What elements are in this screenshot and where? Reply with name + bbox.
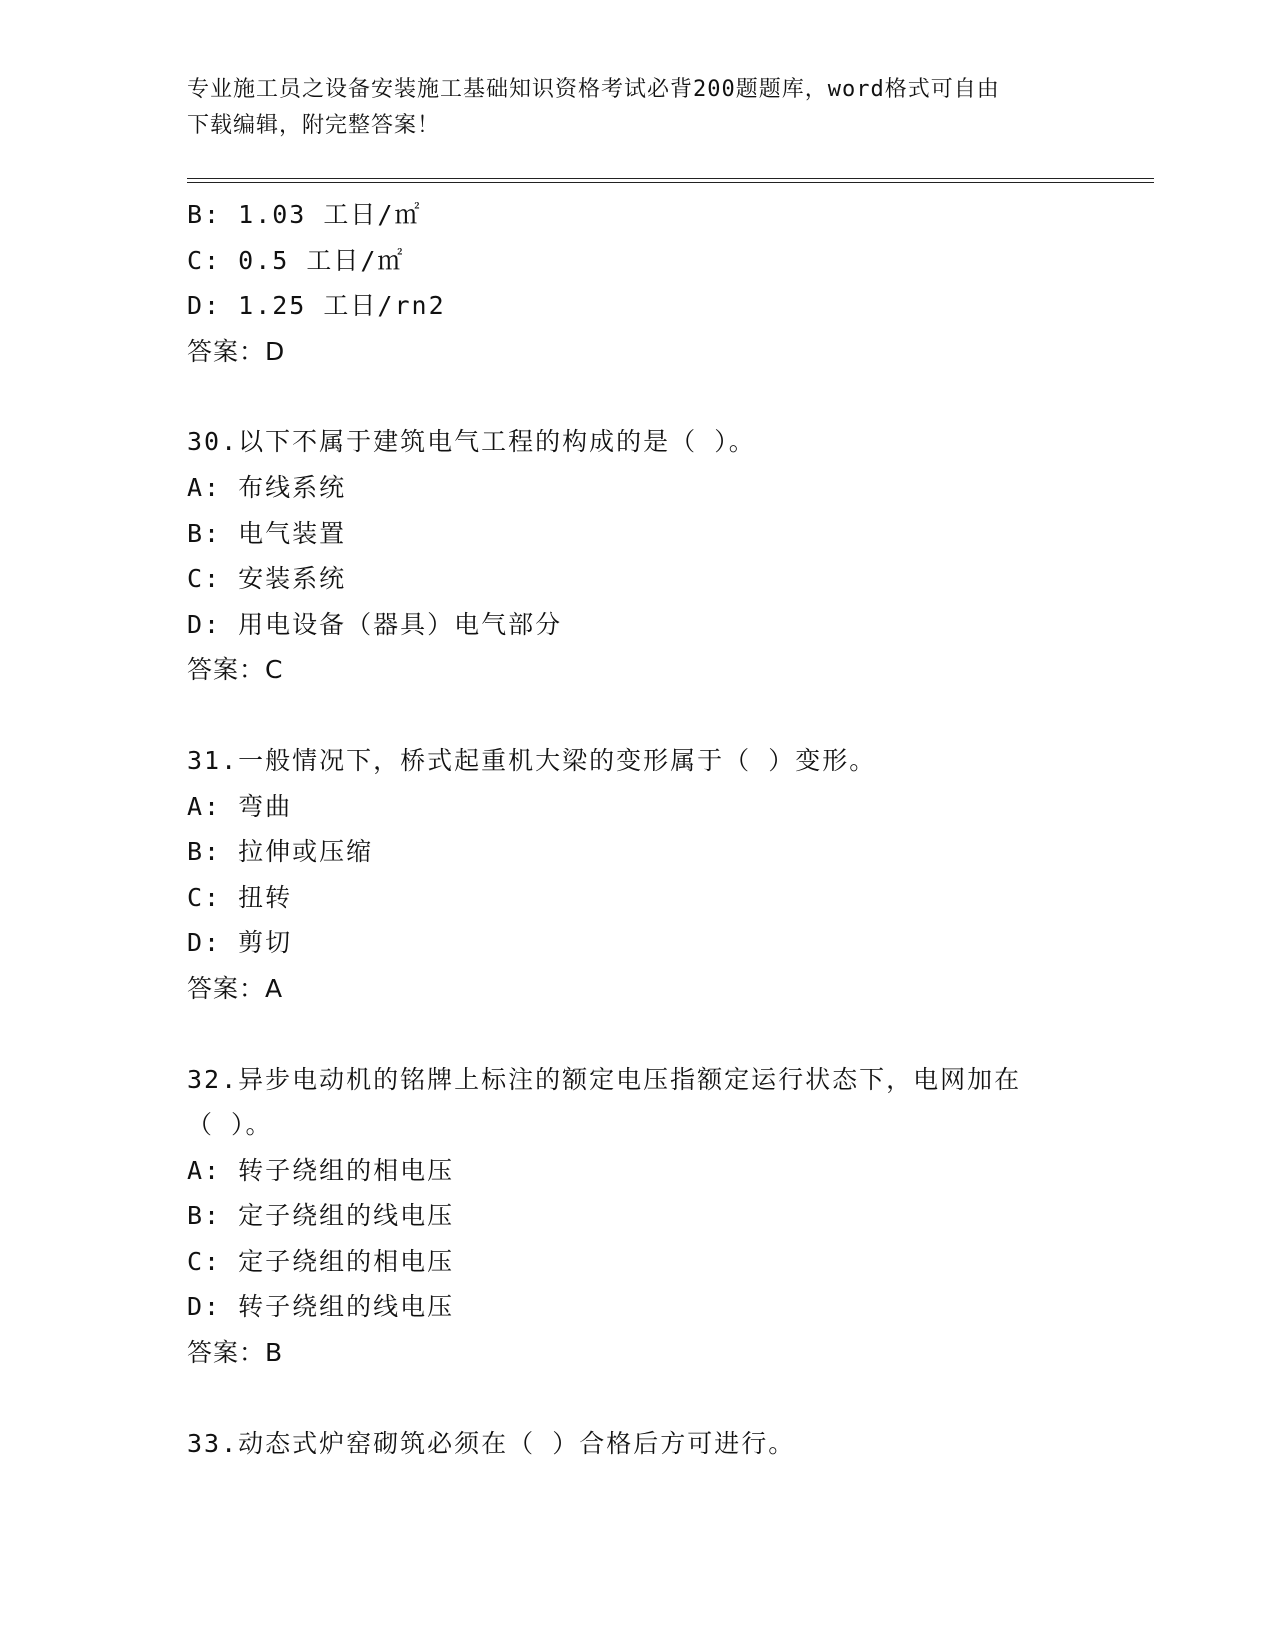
answer-line: 答案：B <box>187 1338 284 1368</box>
question-stem: 30.以下不属于建筑电气工程的构成的是（ ）。 <box>187 427 756 457</box>
question-stem: 31.一般情况下，桥式起重机大梁的变形属于（ ）变形。 <box>187 745 877 775</box>
header-title-line-1: 专业施工员之设备安装施工基础知识资格考试必背200题题库，word格式可自由 <box>187 77 1000 102</box>
option-a: A: 转子绕组的相电压 <box>187 1155 455 1185</box>
answer-line: 答案：C <box>187 655 284 685</box>
option-c: C: 安装系统 <box>187 564 347 594</box>
answer-line: 答案：D <box>187 336 286 366</box>
option-a: A: 布线系统 <box>187 472 347 502</box>
option-d: D: 剪切 <box>187 928 293 958</box>
option-c: C: 定子绕组的相电压 <box>187 1246 455 1276</box>
option-b: B: 电气装置 <box>187 518 347 548</box>
option-b: B: 拉伸或压缩 <box>187 837 374 867</box>
answer-line: 答案：A <box>187 973 284 1003</box>
spacer <box>187 1376 1087 1421</box>
header-title-line-2: 下载编辑，附完整答案！ <box>187 113 441 138</box>
option-d: D: 1.25 工日/rn2 <box>187 291 446 321</box>
question-stem-line-1: 32.异步电动机的铭牌上标注的额定电压指额定运行状态下，电网加在 <box>187 1064 1022 1094</box>
option-b: B: 1.03 工日/㎡ <box>187 200 422 229</box>
option-a: A: 弯曲 <box>187 791 293 821</box>
question-list <box>187 192 1087 1466</box>
option-b: B: 定子绕组的线电压 <box>187 1201 455 1231</box>
spacer <box>187 1012 1087 1057</box>
question-block-prev <box>187 192 1087 374</box>
option-c: C: 扭转 <box>187 882 293 912</box>
document-header <box>187 72 1087 144</box>
spacer <box>187 374 1087 419</box>
question-block-30 <box>187 419 1087 693</box>
option-c: C: 0.5 工日/㎡ <box>187 245 405 275</box>
question-block-32 <box>187 1057 1087 1376</box>
header-divider <box>187 178 1154 183</box>
question-stem-line-2: （ ）。 <box>187 1110 273 1140</box>
option-d: D: 用电设备（器具）电气部分 <box>187 609 563 639</box>
option-d: D: 转子绕组的线电压 <box>187 1292 455 1322</box>
question-block-31 <box>187 738 1087 1012</box>
question-stem: 33.动态式炉窑砌筑必须在（ ）合格后方可进行。 <box>187 1428 796 1458</box>
question-block-33 <box>187 1421 1087 1467</box>
spacer <box>187 693 1087 738</box>
